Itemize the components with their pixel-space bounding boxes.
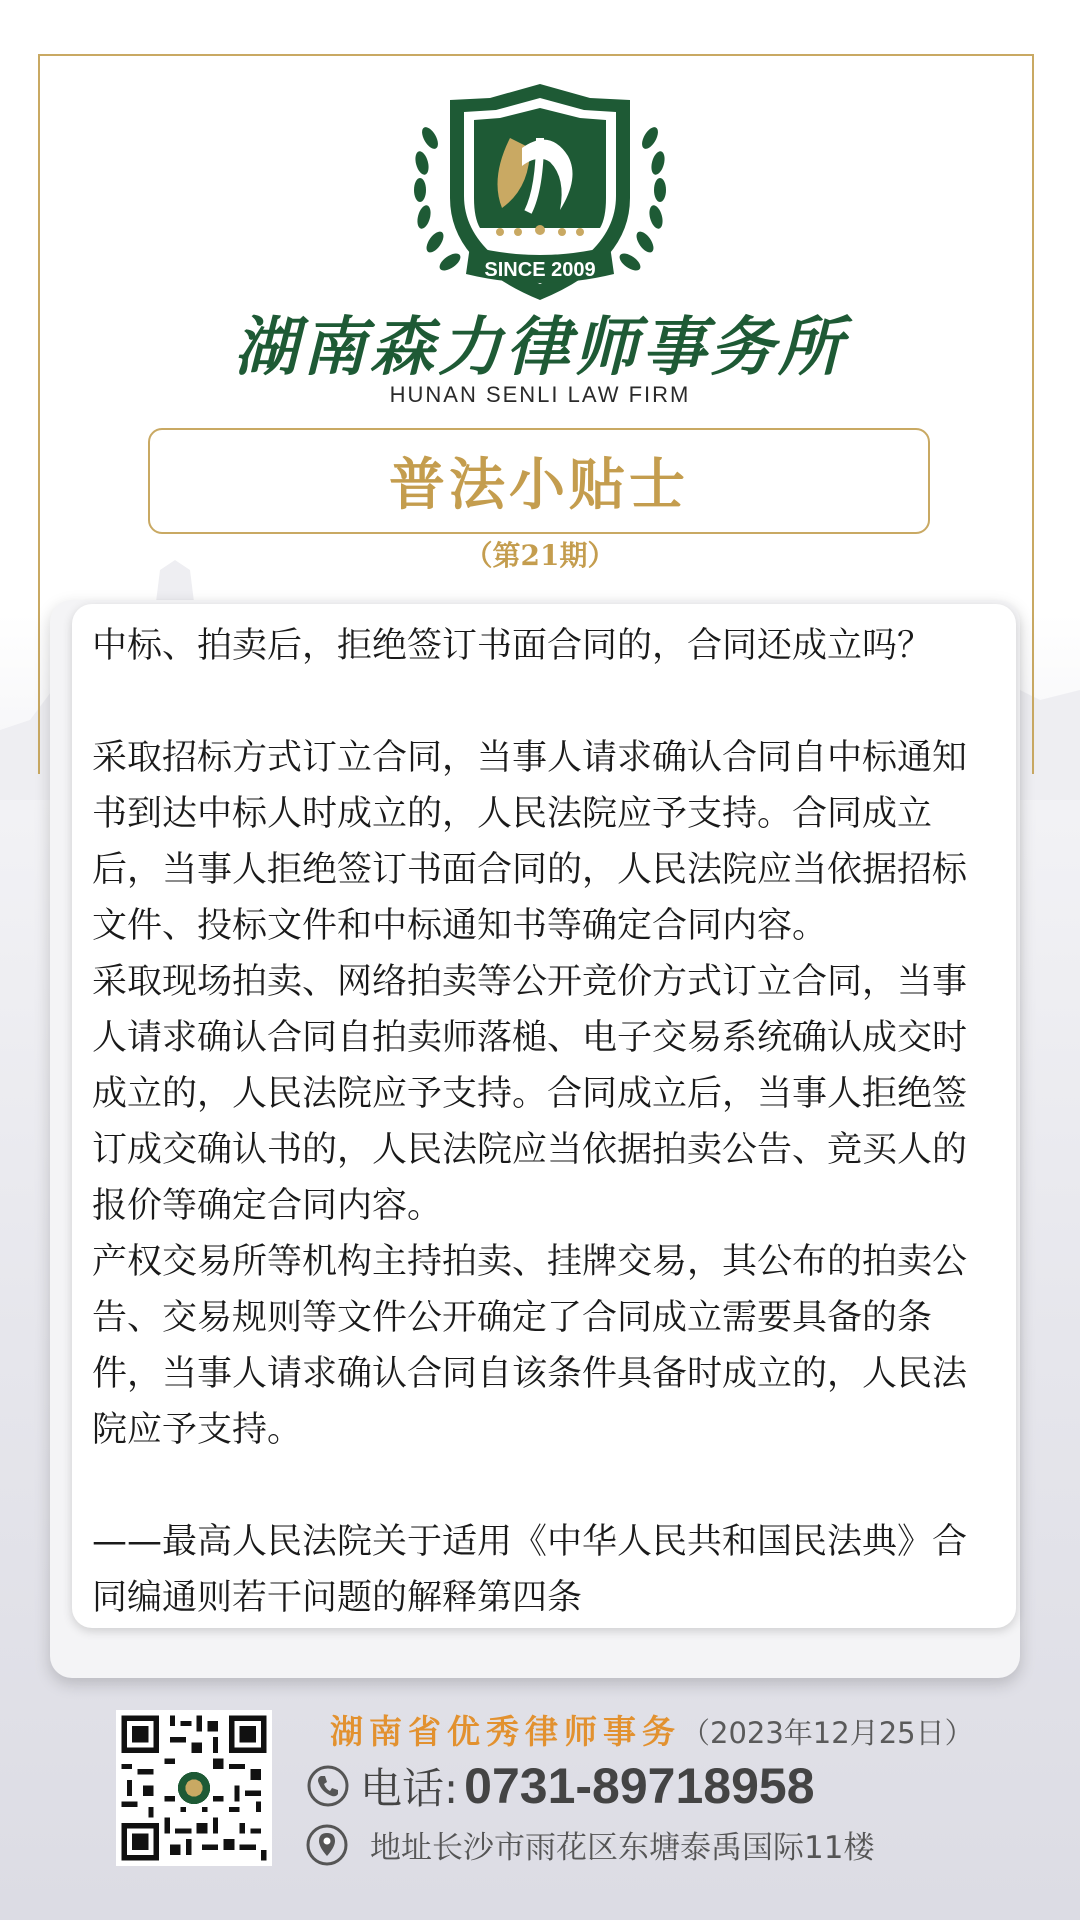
honor-date: （2023年12月25日）: [681, 1716, 974, 1750]
article-paragraph: 产权交易所等机构主持拍卖、挂牌交易，其公布的拍卖公告、交易规则等文件公开确定了合同成立需要具备的条件，当事人请求确认合同自该条件具备时成立的，人民法院应予支持。: [92, 1242, 968, 1450]
article-paragraph: 采取现场拍卖、网络拍卖等公开竞价方式订立合同，当事人请求确认合同自拍卖师落槌、电子交易系统确认成交时成立的，人民法院应予支持。合同成立后，当事人拒绝签订成交确认书的，人民法院应当依据拍卖公告、竞买人的报价等确定合同内容。: [92, 962, 968, 1226]
issue-number: （第21期）: [464, 539, 616, 572]
phone-label: 电话:: [360, 1764, 459, 1813]
firm-logo: [390, 78, 690, 308]
honor-line: [330, 1706, 974, 1753]
content-card: [72, 604, 1016, 1628]
article-question: 中标、拍卖后，拒绝签订书面合同的，合同还成立吗？: [92, 626, 933, 666]
page-title: 普法小贴士: [389, 452, 689, 518]
firm-name-chinese: 湖南森力律师事务所: [234, 310, 846, 385]
phone-row[interactable]: [306, 1756, 815, 1816]
firm-name-english: HUNAN SENLI LAW FIRM: [389, 382, 691, 407]
honor-title: 湖南省优秀律师事务: [330, 1712, 681, 1751]
phone-icon: [306, 1764, 350, 1808]
phone-number[interactable]: 0731-89718958: [464, 1758, 815, 1814]
address-row: [306, 1822, 874, 1867]
article-paragraph: 采取招标方式订立合同，当事人请求确认合同自中标通知书到达中标人时成立的，人民法院应予支持。合同成立后，当事人拒绝签订书面合同的，人民法院应当依据招标文件、投标文件和中标通知书等确定合同内容。: [92, 738, 968, 946]
address-text: 地址长沙市雨花区东塘泰禹国际11楼: [370, 1830, 875, 1866]
location-pin-icon: [306, 1824, 348, 1866]
qr-code[interactable]: [116, 1710, 272, 1866]
title-box: [148, 428, 930, 534]
logo-since-text: SINCE 2009: [484, 259, 596, 281]
article-source: ——最高人民法院关于适用《中华人民共和国民法典》合同编通则若干问题的解释第四条: [92, 1522, 968, 1618]
